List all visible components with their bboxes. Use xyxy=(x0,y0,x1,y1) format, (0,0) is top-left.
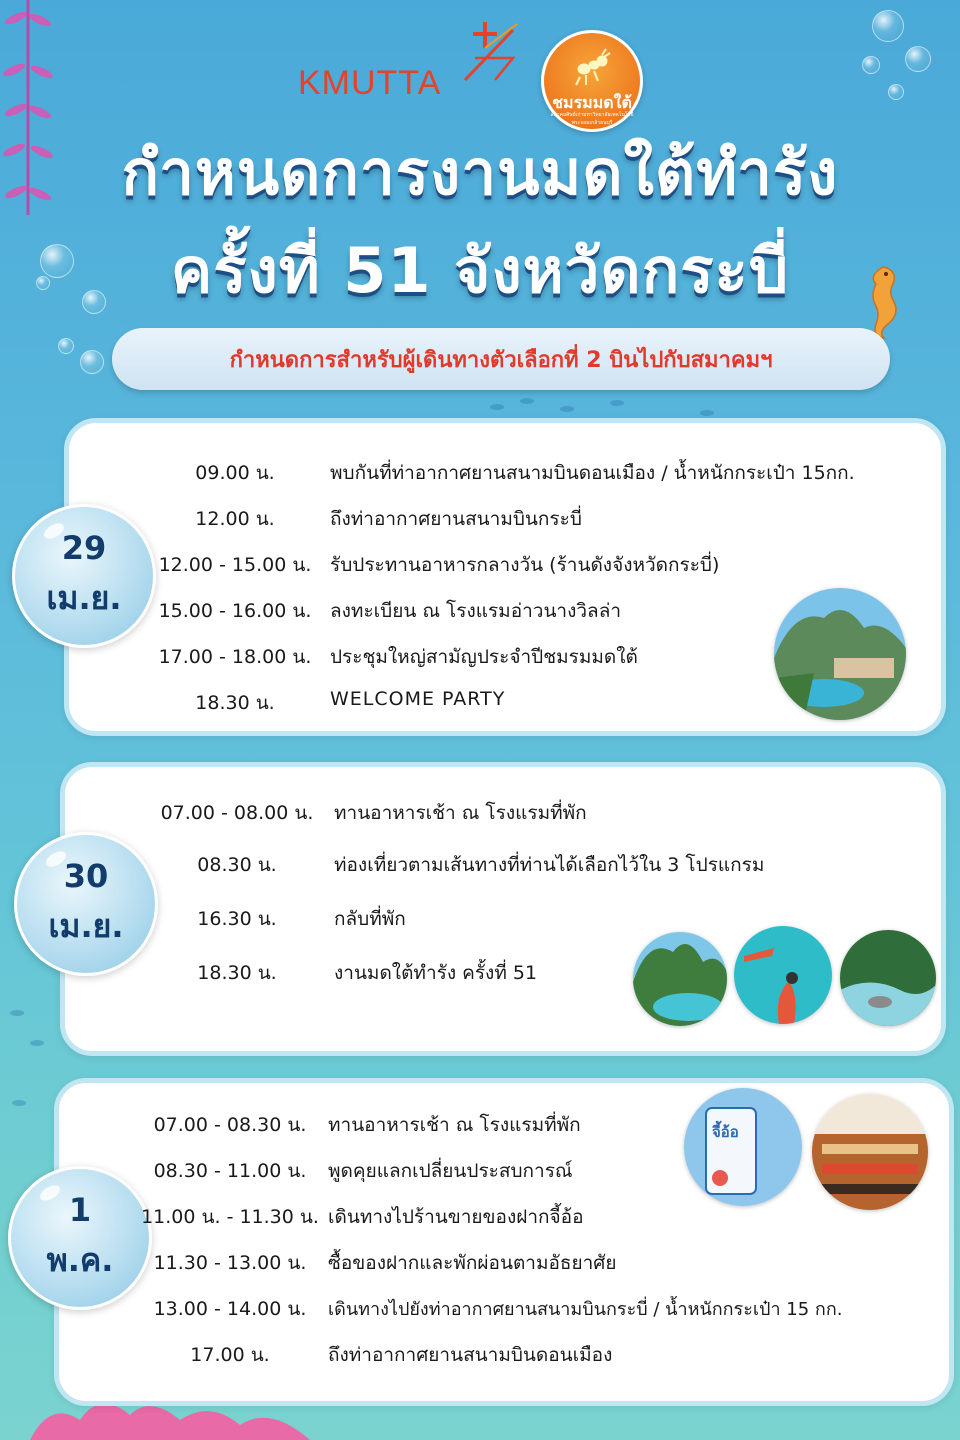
schedule-activity: ประชุมใหญ่สามัญประจำปีชมรมมดใต้ xyxy=(330,646,638,668)
schedule-activity: ทานอาหารเช้า ณ โรงแรมที่พัก xyxy=(328,1114,581,1136)
schedule-activity: ท่องเที่ยวตามเส้นทางที่ท่านได้เลือกไว้ใน 3 โปรแกรม xyxy=(334,854,765,876)
schedule-activity: กลับที่พัก xyxy=(334,908,406,930)
date-day: 30 xyxy=(63,857,109,895)
schedule-time: 18.30 น. xyxy=(197,962,277,984)
schedule-activity: รับประทานอาหารกลางวัน (ร้านดังจังหวัดกระบี่) xyxy=(330,554,720,576)
schedule-time: 07.00 - 08.30 น. xyxy=(153,1114,307,1136)
schedule-activity: WELCOME PARTY xyxy=(330,688,506,710)
waterfall-photo xyxy=(840,930,936,1026)
schedule-activity: เดินทางไปยังท่าอากาศยานสนามบินกระบี่ / น้ำหนักกระเป๋า 15 กก. xyxy=(328,1299,843,1320)
page-title-line-1: กำหนดการงานมดใต้ทำรัง xyxy=(121,136,839,209)
souvenir-shop-sign-photo xyxy=(684,1088,802,1206)
hotel-resort-photo xyxy=(774,588,906,720)
club-logo xyxy=(541,30,643,132)
schedule-time: 12.00 น. xyxy=(195,508,275,530)
shop-sign-text: จี้อ้อ xyxy=(712,1123,739,1141)
schedule-activity: ทานอาหารเช้า ณ โรงแรมที่พัก xyxy=(334,802,587,824)
club-logo-subtext: สมาคมศิษย์เก่ามหาวิทยาลัยเทคโนโลยีพระจอมเกล้าธนบุรี xyxy=(550,112,634,126)
club-logo-text: ชมรมมดใต้ xyxy=(552,93,632,112)
ant-icon xyxy=(572,47,612,87)
kayak-photo xyxy=(734,926,832,1024)
subtitle-pill xyxy=(112,328,890,390)
date-day: 29 xyxy=(61,529,107,567)
date-month: เม.ย. xyxy=(46,579,122,617)
schedule-time: 07.00 - 08.00 น. xyxy=(160,802,314,824)
schedule-time: 08.30 น. xyxy=(197,854,277,876)
schedule-time: 11.00 น. - 11.30 น. xyxy=(141,1206,319,1228)
islands-photo xyxy=(633,932,727,1026)
date-month: พ.ค. xyxy=(46,1241,114,1279)
kmutta-star-mark-icon xyxy=(455,18,525,88)
date-bubble-30-apr xyxy=(14,832,158,976)
page-title-line-2: ครั้งที่ 51 จังหวัดกระบี่ xyxy=(170,234,790,307)
schedule-activity: ถึงท่าอากาศยานสนามบินกระบี่ xyxy=(330,508,582,530)
schedule-time: 13.00 - 14.00 น. xyxy=(153,1298,307,1320)
schedule-activity: เดินทางไปร้านขายของฝากจี้อ้อ xyxy=(328,1206,584,1228)
date-bubble-1-may xyxy=(8,1166,152,1310)
schedule-activity: พบกันที่ท่าอากาศยานสนามบินดอนเมือง / น้ำหนักกระเป๋า 15กก. xyxy=(330,462,855,484)
schedule-time: 17.00 - 18.00 น. xyxy=(158,646,312,668)
schedule-time: 11.30 - 13.00 น. xyxy=(153,1252,307,1274)
schedule-time: 12.00 - 15.00 น. xyxy=(158,554,312,576)
schedule-time: 18.30 น. xyxy=(195,692,275,714)
subtitle-text: กำหนดการสำหรับผู้เดินทางตัวเลือกที่ 2 บินไปกับสมาคมฯ xyxy=(229,348,773,373)
date-bubble-29-apr xyxy=(12,504,156,648)
schedule-time: 16.30 น. xyxy=(197,908,277,930)
schedule-time: 09.00 น. xyxy=(195,462,275,484)
schedule-time: 08.30 - 11.00 น. xyxy=(153,1160,307,1182)
schedule-activity: ถึงท่าอากาศยานสนามบินดอนเมือง xyxy=(328,1344,613,1366)
schedule-activity: งานมดใต้ทำรัง ครั้งที่ 51 xyxy=(334,962,538,984)
souvenir-shop-interior-photo xyxy=(812,1094,928,1210)
date-month: เม.ย. xyxy=(48,907,124,945)
schedule-activity: พูดคุยแลกเปลี่ยนประสบการณ์ xyxy=(328,1160,573,1182)
date-day: 1 xyxy=(68,1191,92,1229)
schedule-time: 17.00 น. xyxy=(190,1344,270,1366)
kmutta-logo: KMUTTA xyxy=(298,64,442,102)
schedule-activity: ลงทะเบียน ณ โรงแรมอ่าวนางวิลล่า xyxy=(330,600,622,622)
schedule-activity: ซื้อของฝากและพักผ่อนตามอัธยาศัย xyxy=(328,1252,617,1274)
schedule-time: 15.00 - 16.00 น. xyxy=(158,600,312,622)
